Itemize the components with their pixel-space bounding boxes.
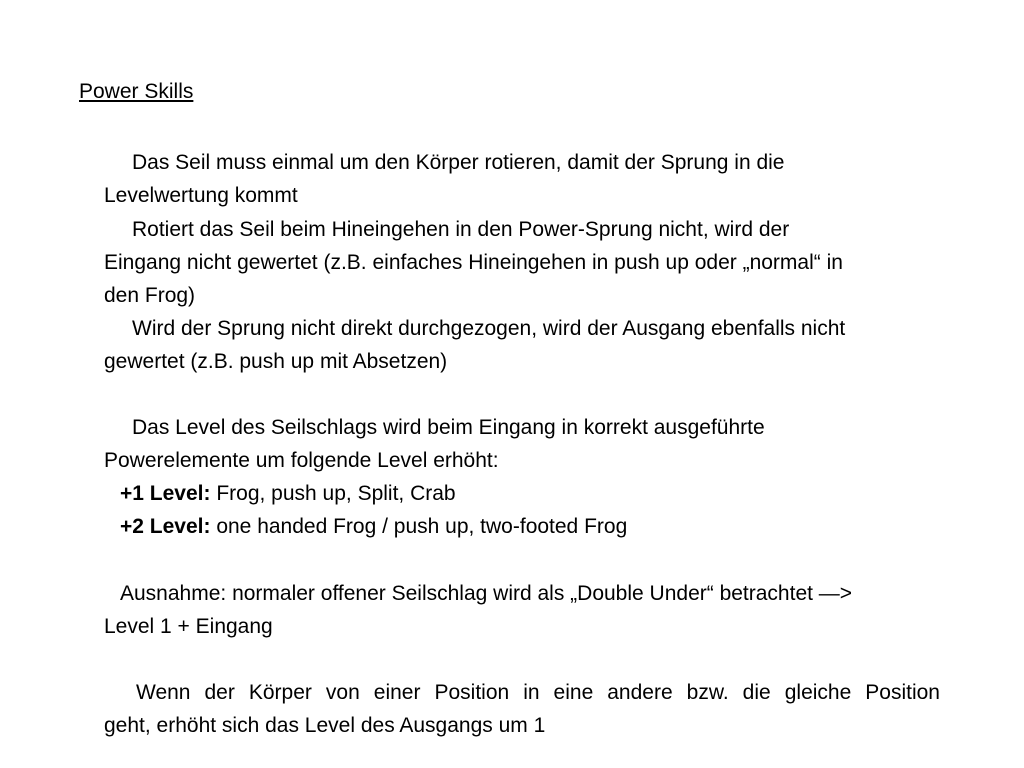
paragraph-position-change [104, 676, 940, 742]
paragraph-line: Das Level des Seilschlags wird beim Eingang in korrekt ausgeführte [132, 416, 765, 439]
paragraph-rope-rotation [104, 146, 924, 212]
paragraph-line: Wenn der Körper von einer Position in eine andere bzw. die gleiche Position [136, 681, 940, 704]
paragraph-line: geht, erhöht sich das Level des Ausgangs um 1 [104, 714, 546, 737]
paragraph-exit-rule [104, 312, 924, 378]
level-label: +1 Level: [120, 482, 211, 505]
paragraph-line: Level 1 + Eingang [104, 615, 273, 638]
level-list-item [104, 510, 924, 543]
paragraph-line: Levelwertung kommt [104, 184, 298, 207]
paragraph-line: Wird der Sprung nicht direkt durchgezogen, wird der Ausgang ebenfalls nicht [132, 317, 846, 340]
paragraph-line: gewertet (z.B. push up mit Absetzen) [104, 350, 448, 373]
paragraph-exception [104, 577, 924, 643]
paragraph-line: Powerelemente um folgende Level erhöht: [104, 449, 499, 472]
paragraph-line: den Frog) [104, 284, 196, 307]
level-text: Frog, push up, Split, Crab [210, 482, 456, 505]
paragraph-line: Ausnahme: normaler offener Seilschlag wird als „Double Under“ betrachtet —> [120, 582, 853, 605]
paragraph-entry-rule [104, 213, 924, 312]
paragraph-line: Das Seil muss einmal um den Körper rotieren, damit der Sprung in die [132, 151, 785, 174]
paragraph-line: Eingang nicht gewertet (z.B. einfaches Hineingehen in push up oder „normal“ in [104, 251, 843, 274]
level-text: one handed Frog / push up, two-footed Frog [210, 515, 628, 538]
section-heading: Power Skills [79, 80, 194, 103]
level-list-item [104, 477, 924, 510]
level-label: +2 Level: [120, 515, 211, 538]
paragraph-line: Rotiert das Seil beim Hineingehen in den Power-Sprung nicht, wird der [132, 218, 790, 241]
paragraph-level-increase [104, 411, 924, 543]
